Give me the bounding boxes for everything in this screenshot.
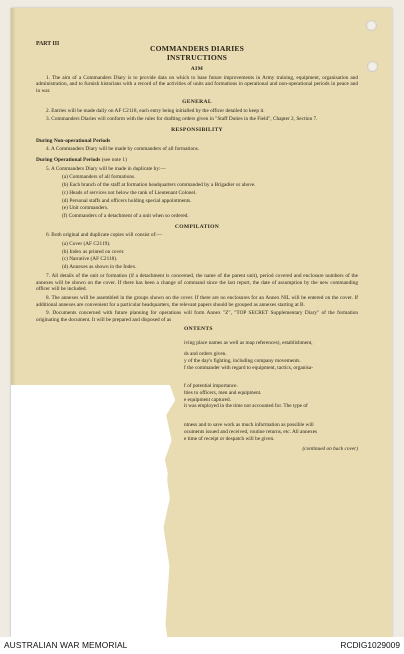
- list-item: (a) Commanders of all formations.: [62, 174, 136, 181]
- document-title: COMMANDERS DIARIES: [149, 44, 245, 53]
- paragraph-3: 3. Commanders Diaries will conform with the rules for drafting orders given in "Staff Duties in the Field", Chapter 2, Section 7.: [46, 116, 318, 123]
- list-item: (c) Heads of services not below the rank of Lieutenant Colonel.: [62, 189, 197, 196]
- list-item: (a) Cover (AF C2119).: [62, 241, 111, 248]
- subheading-operational-text: During Operational Periods: [36, 157, 101, 164]
- text-fragment: iving place names as well as map references), establishment,: [184, 339, 313, 346]
- section-heading-contents: ONTENTS: [184, 325, 213, 332]
- paragraph-4: 4. A Commanders Diary will be made by commanders of all formations.: [46, 146, 200, 153]
- torn-paper-area: [11, 385, 171, 637]
- section-heading-compilation: COMPILATION: [174, 223, 220, 230]
- paragraph-6: 6. Both original and duplicate copies will consist of:—: [46, 232, 163, 239]
- continued-note: (continued on back cover): [302, 446, 358, 453]
- punch-hole: [367, 61, 378, 72]
- list-item: (e) Unit commanders.: [62, 205, 109, 212]
- paragraph-9: 9. Documents concerned with future planning for operations will form Annex "Z", "TOP SECRET Supplementary Diary" of the formation originating the document. It will be prepared and disposed of as: [36, 310, 358, 324]
- paragraph-5: 5. A Commanders Diary will be made in duplicate by:—: [46, 165, 166, 172]
- text-fragment: e equipment captured.: [184, 396, 231, 403]
- subheading-non-operational: During Non-operational Periods: [36, 137, 111, 144]
- list-item: (c) Narrative (AF C2118).: [62, 256, 118, 263]
- list-item: (d) Personal staffs and officers holding special appointments.: [62, 197, 192, 204]
- part-label: PART III: [36, 41, 60, 47]
- document-subtitle: INSTRUCTIONS: [166, 53, 228, 62]
- footer-id: RCDIG1029009: [340, 640, 400, 650]
- section-heading-responsibility: RESPONSIBILITY: [171, 126, 223, 133]
- paragraph-5-list: [62, 174, 358, 219]
- list-item: (b) Each branch of the staff at formation headquarters commanded by a Brigadier or above.: [62, 182, 256, 189]
- text-fragment: it was employed in the time not accounted for. The type of: [184, 403, 308, 410]
- text-fragment: f the commander with regard to equipment, tactics, organisa-: [184, 364, 314, 371]
- text-fragment: y of the day's fighting, including company movements.: [184, 357, 301, 364]
- list-item: (d) Annexes as shown in the Index.: [62, 264, 137, 271]
- section-heading-aim: AIM: [190, 66, 204, 72]
- subheading-operational: [36, 157, 358, 164]
- subheading-operational-note: (see note 1): [101, 157, 127, 164]
- text-fragment: f of potential importance.: [184, 383, 238, 390]
- paragraph-2: 2. Entries will be made daily on AF C2118, each entry being initialled by the officer detailed to keep it.: [46, 107, 265, 114]
- text-fragment: lties to officers, men and equipment.: [184, 390, 262, 397]
- footer-bar: [0, 637, 404, 654]
- text-fragment: ds and orders given.: [184, 351, 227, 358]
- footer-source: AUSTRALIAN WAR MEMORIAL: [4, 640, 128, 650]
- list-item: (f) Commanders of a detachment of a unit when so ordered.: [62, 212, 189, 219]
- text-fragment: ntness and to save work as much information as possible will: [184, 422, 314, 429]
- paragraph-6-list: [62, 241, 358, 271]
- punch-hole: [366, 20, 377, 31]
- section-heading-general: GENERAL: [182, 98, 212, 105]
- paragraph-8: 8. The annexes will be assembled in the groups shown on the cover. If there are no enclosures for an Annex NIL will be entered on the cover. If additional annexes are convenient for a particular headquarters, the relevant papers should be grouped as annexes starting at B.: [36, 294, 358, 308]
- text-fragment: ocuments issued and received, routine returns, etc. All annexes: [184, 428, 318, 435]
- paragraph-7: 7. All details of the unit or formation (if a detachment is concerned, the name of the parent unit), period covered and enclosure numbers of the annexes will be shown on the cover. If there has been a change of command since the last report, the date of assumption by the new commanding officer will be included.: [36, 272, 358, 293]
- paragraph-1: 1. The aim of a Commanders Diary is to provide data on which to base future improvements in Army training, equipment, organisation and administration, and to furnish historians with a record of the activities of units and formations in operational and non-operational periods in peace and in war.: [36, 74, 358, 95]
- list-item: (b) Index as printed on cover.: [62, 248, 125, 255]
- text-fragment: e time of receipt or despatch will be given.: [184, 435, 275, 442]
